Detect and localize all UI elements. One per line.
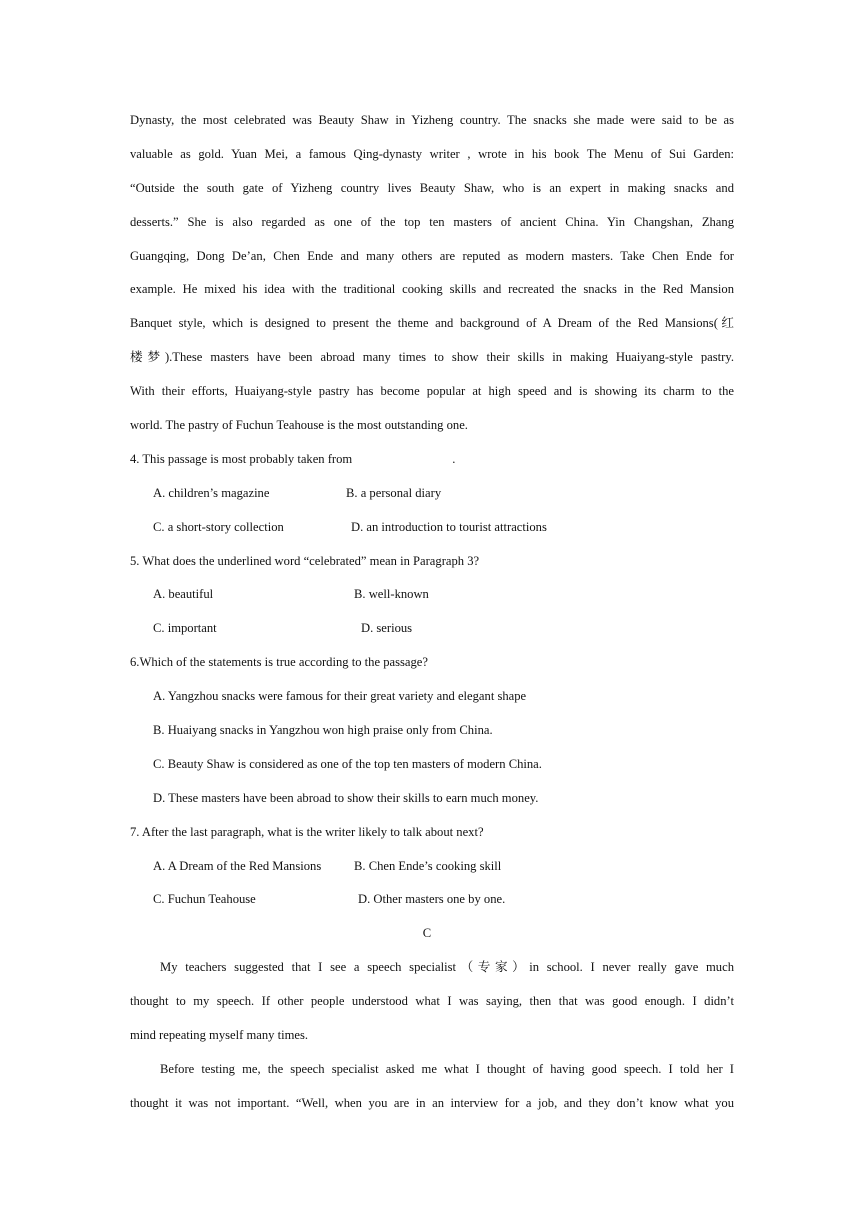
- option-a: A. Yangzhou snacks were famous for their great variety and elegant shape: [153, 689, 527, 704]
- option-b: B. well-known: [354, 587, 429, 602]
- option-c: C. important: [153, 621, 217, 636]
- passage-b: [130, 104, 734, 443]
- option-a: A. A Dream of the Red Mansions: [153, 858, 322, 873]
- option-row: [130, 578, 734, 612]
- option-b: B. a personal diary: [346, 485, 442, 500]
- section-c: [130, 917, 734, 1120]
- question-stem-end: .: [452, 451, 456, 466]
- section-heading: C: [422, 926, 432, 941]
- option-c: C. Fuchun Teahouse: [153, 892, 256, 907]
- passage-line: 楼梦).These masters have been abroad many times to show their skills in making Huaiyang-style pastry.: [130, 350, 734, 365]
- question-6: [130, 646, 734, 815]
- passage-line-last: world. The pastry of Fuchun Teahouse is the most outstanding one.: [130, 418, 468, 433]
- option-c: C. a short-story collection: [153, 519, 284, 534]
- question-5: [130, 545, 734, 647]
- option-a: A. children’s magazine: [153, 485, 270, 500]
- option-row: [130, 477, 734, 511]
- option-d: D. These masters have been abroad to show their skills to earn much money.: [153, 790, 539, 805]
- passage-line: With their efforts, Huaiyang-style pastry has become popular at high speed and is showing its charm to the: [130, 384, 734, 399]
- option-d: D. an introduction to tourist attractions: [351, 519, 547, 534]
- question-7: [130, 816, 734, 918]
- option-b: B. Chen Ende’s cooking skill: [354, 858, 502, 873]
- question-stem: 6.Which of the statements is true according to the passage?: [130, 655, 428, 670]
- passage-line: Dynasty, the most celebrated was Beauty Shaw in Yizheng country. The snacks she made were said to be as: [130, 113, 734, 127]
- question-4: [130, 443, 734, 545]
- passage-line: thought to my speech. If other people understood what I was saying, then that was good enough. I didn’t: [130, 994, 734, 1009]
- option-b: B. Huaiyang snacks in Yangzhou won high praise only from China.: [153, 723, 493, 738]
- passage-line: Guangqing, Dong De’an, Chen Ende and many others are reputed as modern masters. Take Chen Ende for: [130, 248, 734, 263]
- passage-line: “Outside the south gate of Yizheng country lives Beauty Shaw, who is an expert in making snacks and: [130, 180, 734, 195]
- option-row: [130, 850, 734, 884]
- question-stem: [130, 443, 734, 477]
- option-row: [130, 511, 734, 545]
- question-stem-text: 4. This passage is most probably taken from: [130, 451, 353, 466]
- passage-line: example. He mixed his idea with the traditional cooking skills and recreated the snacks in the Red Mansion: [130, 282, 734, 297]
- option-row: [130, 612, 734, 646]
- question-stem: 7. After the last paragraph, what is the writer likely to talk about next?: [130, 824, 484, 839]
- passage-line-last: mind repeating myself many times.: [130, 1028, 309, 1043]
- option-a: A. beautiful: [153, 587, 214, 602]
- passage-line: Before testing me, the speech specialist asked me what I thought of having good speech. I told her I: [160, 1061, 734, 1076]
- passage-line: Banquet style, which is designed to present the theme and background of A Dream of the Red Mansions(红: [130, 316, 734, 331]
- passage-line: desserts.” She is also regarded as one of the top ten masters of ancient China. Yin Changshan, Zhang: [130, 214, 734, 229]
- question-stem: 5. What does the underlined word “celebrated” mean in Paragraph 3?: [130, 553, 480, 568]
- document-page: [130, 104, 734, 1121]
- option-c: C. Beauty Shaw is considered as one of the top ten masters of modern China.: [153, 756, 542, 771]
- option-row: [130, 883, 734, 917]
- option-d: D. serious: [361, 621, 413, 636]
- passage-line: thought it was not important. “Well, when you are in an interview for a job, and they don’t know what you: [130, 1095, 734, 1110]
- option-d: D. Other masters one by one.: [358, 892, 506, 907]
- passage-line: My teachers suggested that I see a speech specialist（专家）in school. I never really gave much: [160, 960, 734, 975]
- passage-line: valuable as gold. Yuan Mei, a famous Qing-dynasty writer , wrote in his book The Menu of Sui Garden:: [130, 146, 734, 161]
